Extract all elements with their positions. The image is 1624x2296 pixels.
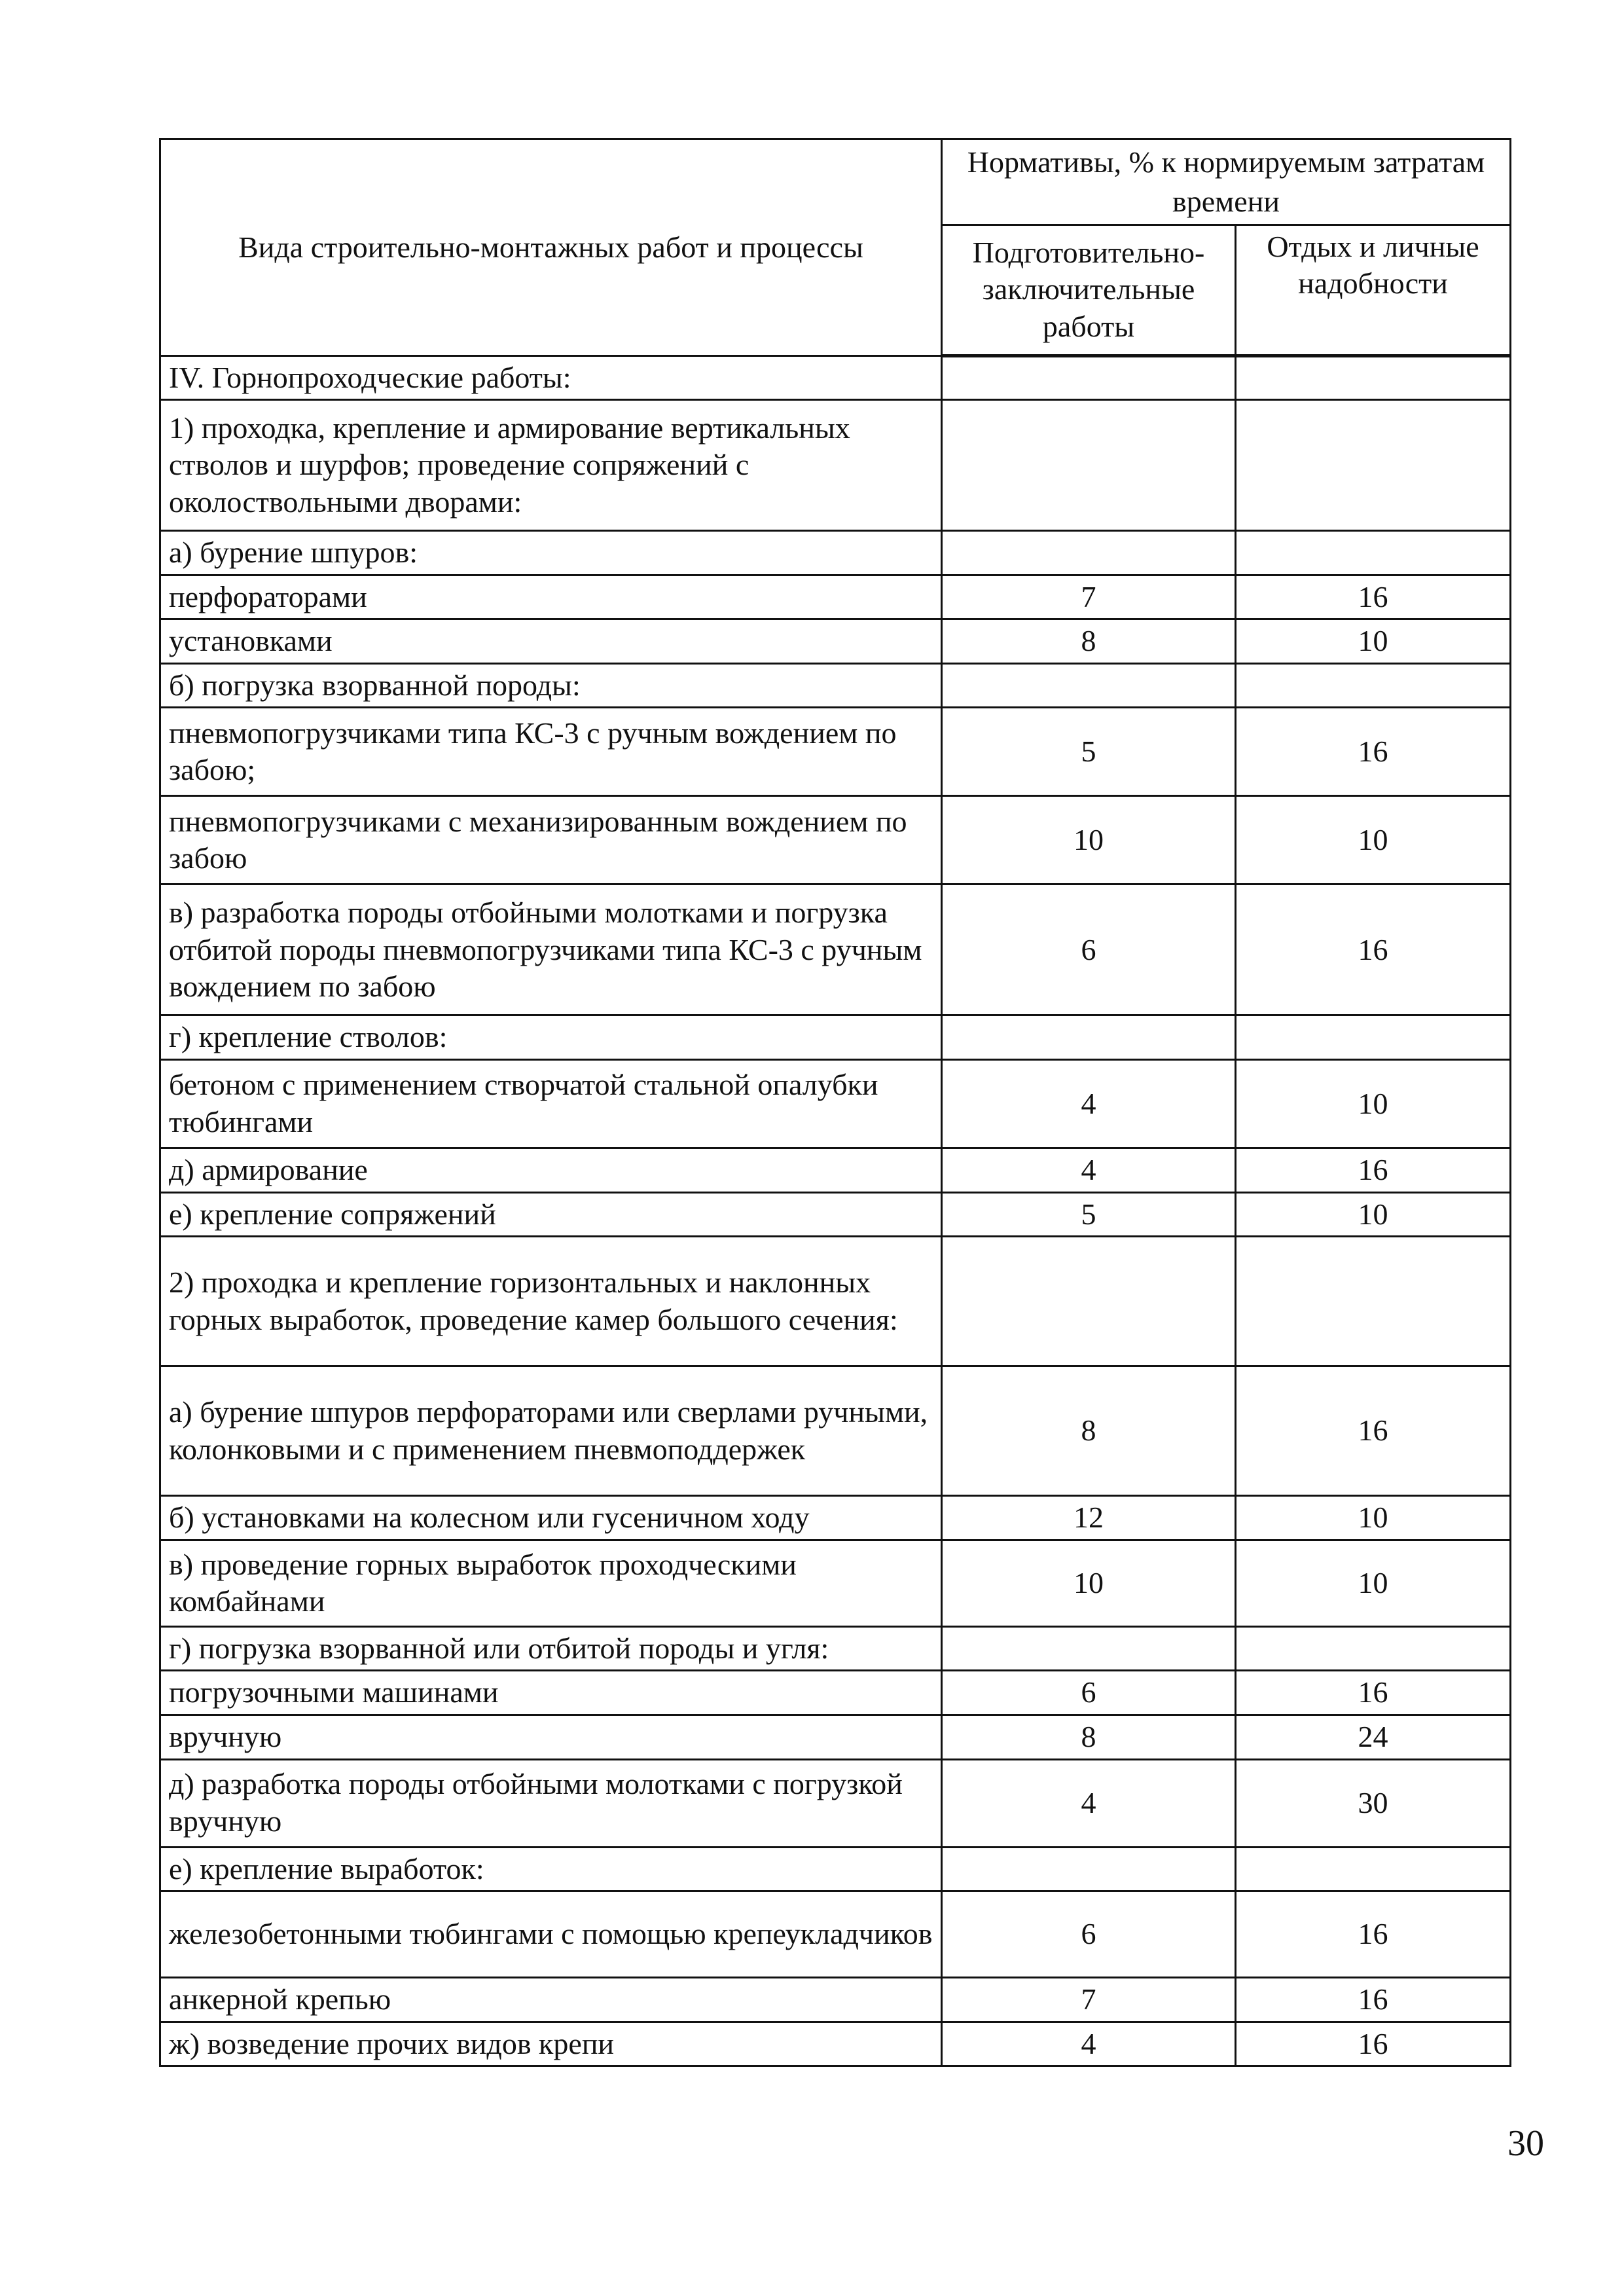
prep-value: 6 (942, 1671, 1236, 1715)
table-row (160, 1060, 1511, 1148)
rest-value: 16 (1236, 708, 1511, 796)
prep-value: 4 (942, 1060, 1236, 1148)
prep-value: 7 (942, 1978, 1236, 2022)
prep-value: 10 (942, 1540, 1236, 1626)
prep-value (942, 1626, 1236, 1671)
row-label: погрузочными машинами (160, 1671, 942, 1715)
rest-value: 10 (1236, 619, 1511, 664)
rest-value (1236, 355, 1511, 400)
prep-value: 4 (942, 2022, 1236, 2066)
prep-final-header: Подготовительно-заключительные работы (942, 225, 1236, 355)
prep-value: 12 (942, 1496, 1236, 1540)
row-label: е) крепление выработок: (160, 1847, 942, 1891)
prep-value (942, 1237, 1236, 1366)
rest-value (1236, 1847, 1511, 1891)
work-type-header: Вида строительно-монтажных работ и процессы (160, 139, 942, 356)
rest-header: Отдых и личные надобности (1236, 225, 1511, 355)
table-row (160, 1540, 1511, 1626)
table-row (160, 355, 1511, 400)
table-row (160, 1366, 1511, 1496)
row-label: ж) возведение прочих видов крепи (160, 2022, 942, 2066)
table-row (160, 400, 1511, 531)
prep-value (942, 663, 1236, 708)
table-row (160, 1671, 1511, 1715)
norms-header: Нормативы, % к нормируемым затратам времени (942, 139, 1511, 225)
rest-value: 10 (1236, 796, 1511, 884)
rest-value (1236, 531, 1511, 575)
rest-value: 16 (1236, 1366, 1511, 1496)
table-row (160, 708, 1511, 796)
rest-value: 10 (1236, 1540, 1511, 1626)
rest-value: 16 (1236, 2022, 1511, 2066)
rest-value (1236, 1237, 1511, 1366)
row-label: вручную (160, 1715, 942, 1759)
row-label: б) погрузка взорванной породы: (160, 663, 942, 708)
prep-value: 6 (942, 1891, 1236, 1978)
row-label: д) разработка породы отбойными молотками с погрузкой вручную (160, 1759, 942, 1847)
prep-value: 4 (942, 1148, 1236, 1193)
row-label: г) крепление стволов: (160, 1015, 942, 1060)
table-row (160, 575, 1511, 619)
table-row (160, 1978, 1511, 2022)
table-row (160, 884, 1511, 1015)
prep-value (942, 1015, 1236, 1060)
row-label: IV. Горнопроходческие работы: (160, 355, 942, 400)
rest-value: 16 (1236, 1891, 1511, 1978)
rest-value: 16 (1236, 1978, 1511, 2022)
rest-value (1236, 1626, 1511, 1671)
rest-value: 10 (1236, 1496, 1511, 1540)
prep-value: 4 (942, 1759, 1236, 1847)
rest-value: 16 (1236, 884, 1511, 1015)
row-label: бетоном с применением створчатой стальной опалубки тюбингами (160, 1060, 942, 1148)
table-row (160, 619, 1511, 664)
rest-value (1236, 663, 1511, 708)
rest-value: 16 (1236, 1148, 1511, 1193)
norms-table (159, 138, 1511, 2067)
table-row (160, 1759, 1511, 1847)
prep-value (942, 355, 1236, 400)
rest-value: 24 (1236, 1715, 1511, 1759)
rest-value (1236, 1015, 1511, 1060)
prep-value: 8 (942, 619, 1236, 664)
table-row (160, 796, 1511, 884)
rest-value: 10 (1236, 1192, 1511, 1237)
prep-value: 8 (942, 1366, 1236, 1496)
prep-value (942, 1847, 1236, 1891)
rest-value (1236, 400, 1511, 531)
row-label: пневмопогрузчиками типа КС-3 с ручным вождением по забою; (160, 708, 942, 796)
page-number: 30 (1507, 2123, 1544, 2164)
table-row (160, 1015, 1511, 1060)
prep-value (942, 531, 1236, 575)
row-label: г) погрузка взорванной или отбитой породы и угля: (160, 1626, 942, 1671)
table-row (160, 663, 1511, 708)
table-row (160, 1626, 1511, 1671)
prep-value: 7 (942, 575, 1236, 619)
table-row (160, 2022, 1511, 2066)
row-label: д) армирование (160, 1148, 942, 1193)
table-row (160, 1496, 1511, 1540)
row-label: б) установками на колесном или гусеничном ходу (160, 1496, 942, 1540)
row-label: перфораторами (160, 575, 942, 619)
prep-value: 8 (942, 1715, 1236, 1759)
row-label: анкерной крепью (160, 1978, 942, 2022)
rest-value: 10 (1236, 1060, 1511, 1148)
prep-value: 5 (942, 1192, 1236, 1237)
table-row (160, 1847, 1511, 1891)
row-label: в) проведение горных выработок проходческими комбайнами (160, 1540, 942, 1626)
row-label: 1) проходка, крепление и армирование вертикальных стволов и шурфов; проведение сопряжений с околоствольными дворами: (160, 400, 942, 531)
prep-value (942, 400, 1236, 531)
prep-value: 5 (942, 708, 1236, 796)
rest-value: 30 (1236, 1759, 1511, 1847)
prep-value: 10 (942, 796, 1236, 884)
rest-value: 16 (1236, 575, 1511, 619)
table-row (160, 1891, 1511, 1978)
table-body (160, 355, 1511, 2066)
table-row (160, 1715, 1511, 1759)
table-row (160, 1237, 1511, 1366)
row-label: в) разработка породы отбойными молотками и погрузка отбитой породы пневмопогрузчиками типа КС-3 с ручным вождением по забою (160, 884, 942, 1015)
row-label: установками (160, 619, 942, 664)
row-label: железобетонными тюбингами с помощью крепеукладчиков (160, 1891, 942, 1978)
table-row (160, 531, 1511, 575)
table-row (160, 1192, 1511, 1237)
row-label: 2) проходка и крепление горизонтальных и наклонных горных выработок, проведение камер большого сечения: (160, 1237, 942, 1366)
rest-value: 16 (1236, 1671, 1511, 1715)
table-row (160, 1148, 1511, 1193)
row-label: а) бурение шпуров: (160, 531, 942, 575)
prep-value: 6 (942, 884, 1236, 1015)
row-label: пневмопогрузчиками с механизированным вождением по забою (160, 796, 942, 884)
row-label: а) бурение шпуров перфораторами или сверлами ручными, колонковыми и с применением пневмоподдержек (160, 1366, 942, 1496)
row-label: е) крепление сопряжений (160, 1192, 942, 1237)
